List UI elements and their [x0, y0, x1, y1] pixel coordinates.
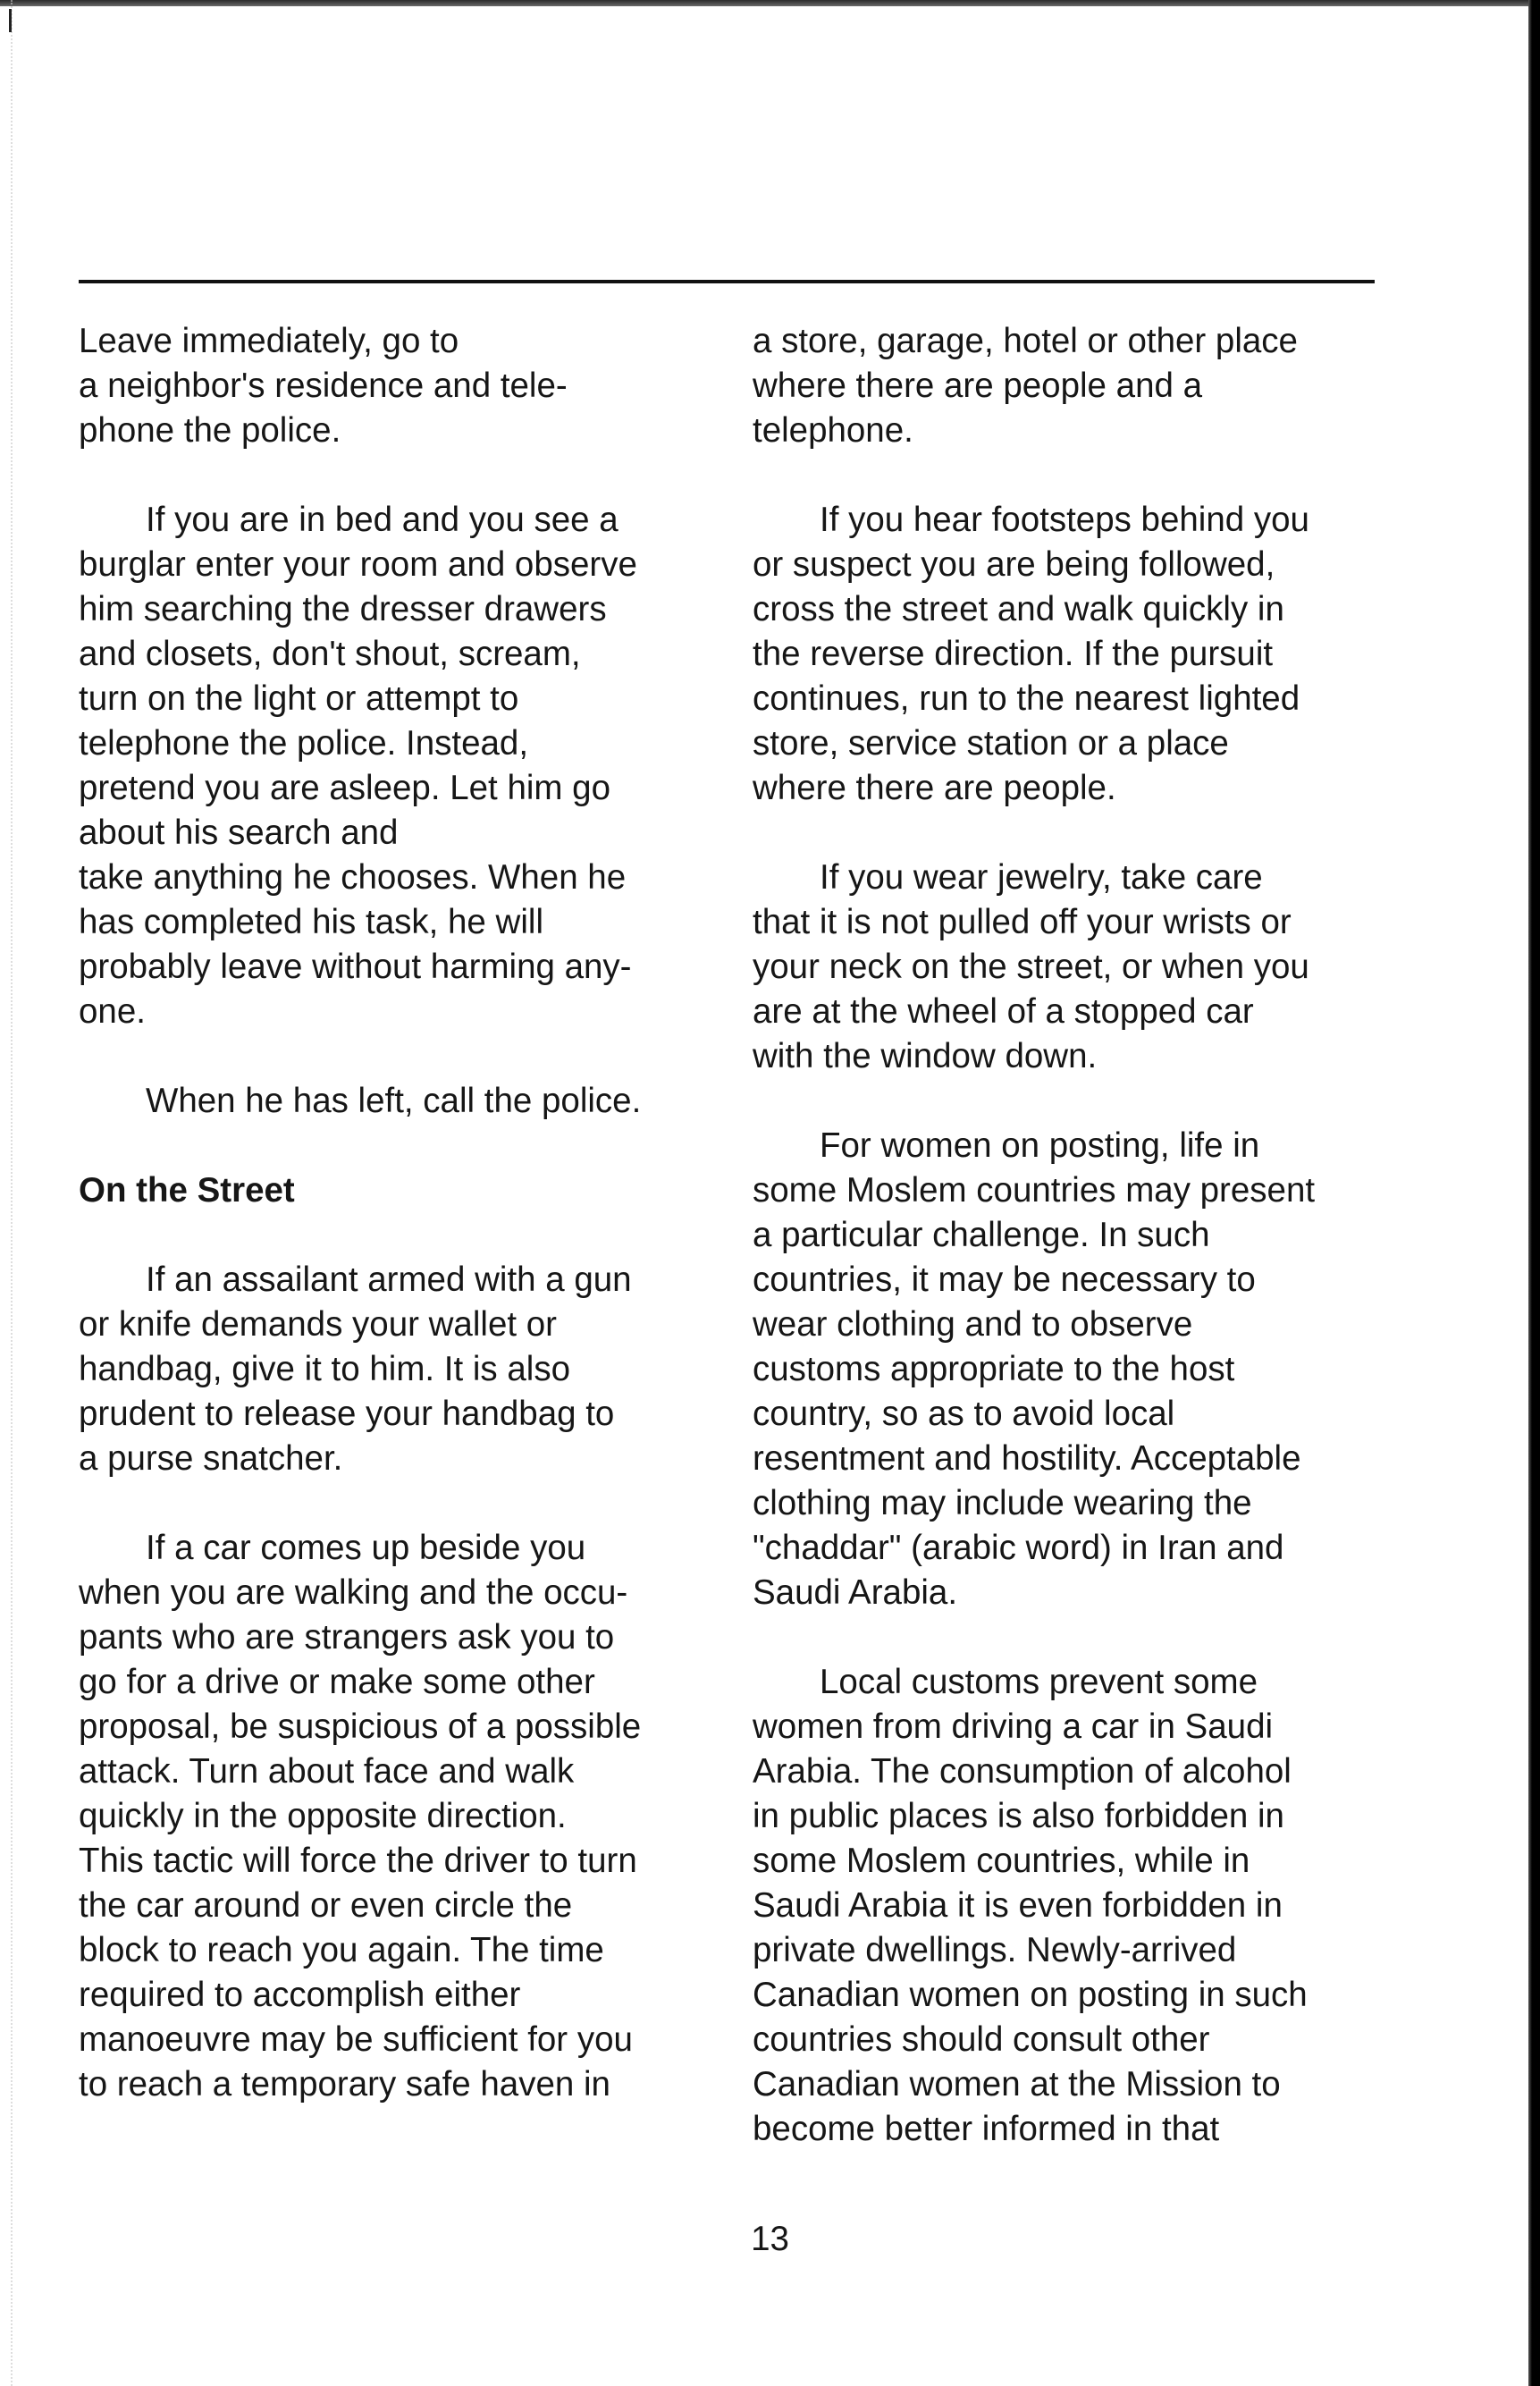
text-line: Leave immediately, go to: [79, 322, 459, 360]
text-line: pretend you are asleep. Let him go: [79, 769, 611, 807]
text-line: If an assailant armed with a gun: [146, 1260, 632, 1299]
text-line: "chaddar" (arabic word) in Iran and: [753, 1529, 1284, 1567]
text-line: resentment and hostility. Acceptable: [753, 1439, 1301, 1478]
text-line: telephone.: [753, 411, 913, 450]
text-line: continues, run to the nearest lighted: [753, 679, 1300, 718]
paragraph: [753, 1124, 1378, 1615]
text-line: about his search and: [79, 814, 399, 852]
text-line: Canadian women on posting in such: [753, 1976, 1308, 2014]
text-line: attack. Turn about face and walk: [79, 1752, 575, 1791]
text-line: telephone the police. Instead,: [79, 724, 529, 763]
paragraph: [753, 1660, 1378, 2152]
text-line: with the window down.: [753, 1037, 1098, 1075]
text-line: handbag, give it to him. It is also: [79, 1350, 570, 1388]
text-line: Arabia. The consumption of alcohol: [753, 1752, 1292, 1791]
text-line: when you are walking and the occu-: [79, 1573, 628, 1612]
text-line: become better informed in that: [753, 2110, 1220, 2148]
text-line: If you hear footsteps behind you: [820, 501, 1309, 539]
text-line: him searching the dresser drawers: [79, 590, 607, 628]
text-line: where there are people and a: [753, 367, 1203, 405]
text-line: country, so as to avoid local: [753, 1395, 1175, 1433]
text-line: quickly in the opposite direction.: [79, 1797, 567, 1835]
text-line: proposal, be suspicious of a possible: [79, 1707, 642, 1746]
text-line: has completed his task, he will: [79, 903, 543, 941]
text-line: If a car comes up beside you: [146, 1529, 586, 1567]
text-line: take anything he chooses. When he: [79, 858, 627, 897]
text-line: pants who are strangers ask you to: [79, 1618, 615, 1657]
text-line: phone the police.: [79, 411, 341, 450]
text-line: the car around or even circle the: [79, 1886, 573, 1925]
text-line: and closets, don't shout, scream,: [79, 635, 581, 673]
text-line: Saudi Arabia it is even forbidden in: [753, 1886, 1283, 1925]
header-rule: [79, 280, 1375, 283]
text-line: probably leave without harming any-: [79, 948, 632, 986]
text-line: For women on posting, life in: [820, 1126, 1260, 1165]
text-line: clothing may include wearing the: [753, 1484, 1252, 1522]
text-line: If you are in bed and you see a: [146, 501, 619, 539]
text-line: required to accomplish either: [79, 1976, 521, 2014]
text-line: This tactic will force the driver to turn: [79, 1842, 637, 1880]
text-line: a store, garage, hotel or other place: [753, 322, 1298, 360]
paragraph: [79, 1258, 713, 1481]
scan-edge-right: [1528, 0, 1540, 2386]
text-line: a purse snatcher.: [79, 1439, 343, 1478]
text-line: Canadian women at the Mission to: [753, 2065, 1281, 2104]
text-line: When he has left, call the police.: [146, 1082, 642, 1120]
text-line: that it is not pulled off your wrists or: [753, 903, 1292, 941]
text-line: to reach a temporary safe haven in: [79, 2065, 610, 2104]
text-line: your neck on the street, or when you: [753, 948, 1309, 986]
paragraph: [79, 319, 713, 453]
paragraph: [79, 1526, 713, 2107]
text-line: one.: [79, 992, 146, 1031]
paragraph: [79, 1079, 713, 1124]
section-heading: On the Street: [79, 1171, 295, 1210]
paragraph: [79, 498, 713, 1034]
text-line: block to reach you again. The time: [79, 1931, 604, 1969]
text-line: turn on the light or attempt to: [79, 679, 519, 718]
text-line: a particular challenge. In such: [753, 1216, 1210, 1254]
text-line: or suspect you are being followed,: [753, 545, 1275, 584]
text-line: store, service station or a place: [753, 724, 1229, 763]
paragraph: [753, 856, 1378, 1079]
text-line: prudent to release your handbag to: [79, 1395, 615, 1433]
text-line: wear clothing and to observe: [753, 1305, 1193, 1344]
text-line: burglar enter your room and observe: [79, 545, 637, 584]
scan-edge-top: [0, 0, 1540, 6]
text-line: a neighbor's residence and tele-: [79, 367, 568, 405]
text-line: private dwellings. Newly-arrived: [753, 1931, 1237, 1969]
text-line: countries, it may be necessary to: [753, 1260, 1256, 1299]
text-line: If you wear jewelry, take care: [820, 858, 1263, 897]
text-line: in public places is also forbidden in: [753, 1797, 1284, 1835]
right-column: [753, 319, 1378, 2196]
text-line: women from driving a car in Saudi: [753, 1707, 1274, 1746]
text-line: go for a drive or make some other: [79, 1663, 595, 1701]
text-line: manoeuvre may be sufficient for you: [79, 2020, 633, 2059]
text-line: cross the street and walk quickly in: [753, 590, 1284, 628]
text-line: some Moslem countries may present: [753, 1171, 1316, 1210]
text-line: are at the wheel of a stopped car: [753, 992, 1254, 1031]
text-line: or knife demands your wallet or: [79, 1305, 557, 1344]
text-line: the reverse direction. If the pursuit: [753, 635, 1274, 673]
scan-edge-left: [11, 0, 14, 2386]
scan-mark: [9, 9, 12, 32]
text-line: Local customs prevent some: [820, 1663, 1258, 1701]
paragraph: [753, 319, 1378, 453]
text-line: where there are people.: [753, 769, 1116, 807]
text-line: some Moslem countries, while in: [753, 1842, 1250, 1880]
text-line: countries should consult other: [753, 2020, 1210, 2059]
left-column: [79, 319, 713, 2152]
page-number: 13: [751, 2220, 789, 2258]
paragraph: [753, 498, 1378, 811]
text-line: Saudi Arabia.: [753, 1573, 958, 1612]
text-line: customs appropriate to the host: [753, 1350, 1235, 1388]
